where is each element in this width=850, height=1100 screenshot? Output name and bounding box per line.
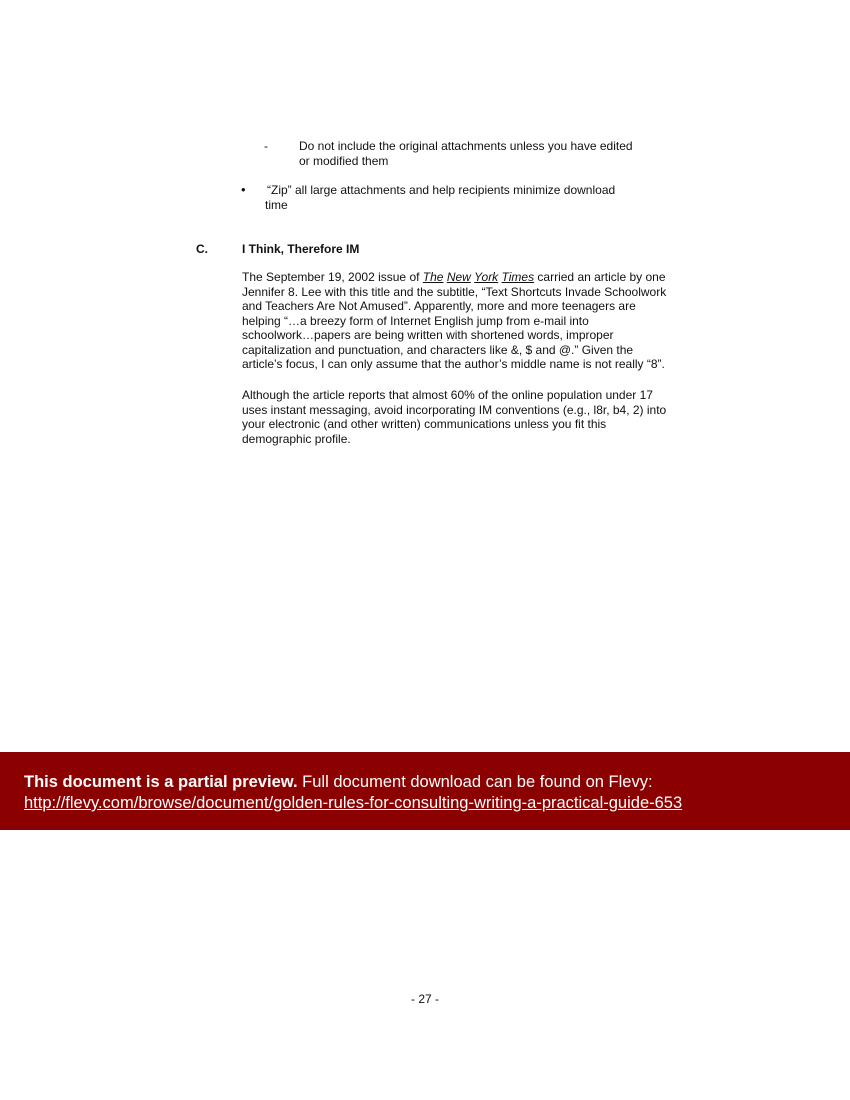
paragraph-2-line-4: demographic profile.	[242, 431, 351, 446]
page-number: - 27 -	[410, 992, 439, 1006]
bullet-marker: •	[241, 182, 246, 197]
banner-bold-text: This document is a partial preview.	[24, 773, 298, 791]
paragraph-2-line-2: uses instant messaging, avoid incorporating IM conventions (e.g., l8r, b4, 2) into	[242, 402, 667, 417]
section-title: I Think, Therefore IM	[242, 242, 360, 256]
bullet-item-line-2: time	[265, 197, 288, 212]
paragraph-1-line-1	[242, 270, 702, 285]
paragraph-1-line-2: Jennifer 8. Lee with this title and the subtitle, “Text Shortcuts Invade Schoolwork	[242, 284, 667, 299]
paragraph-1-suffix: carried an article by one	[534, 270, 666, 284]
preview-banner	[0, 752, 850, 830]
publication-the: The	[422, 270, 444, 284]
paragraph-2	[242, 388, 702, 446]
dash-item-line-1: Do not include the original attachments unless you have edited	[299, 139, 633, 153]
publication-times: Times	[501, 270, 535, 284]
publication-york: York	[474, 270, 499, 284]
paragraph-1-line-7: article’s focus, I can only assume that the author’s middle name is not really “8”.	[242, 357, 665, 371]
paragraph-1-line-6: capitalization and punctuation, and characters like &, $ and @.” Given the	[242, 342, 634, 357]
paragraph-1	[242, 270, 702, 372]
publication-new: New	[446, 270, 471, 284]
paragraph-2-line-3: your electronic (and other written) communications unless you fit this	[242, 417, 607, 431]
bullet-item-line-1: “Zip” all large attachments and help recipients minimize download	[267, 183, 616, 197]
dash-list-item	[299, 139, 679, 168]
dash-item-line-2: or modified them	[299, 153, 389, 168]
paragraph-1-line-5: schoolwork…papers are being written with shortened words, improper	[242, 328, 614, 342]
banner-message	[24, 772, 826, 793]
paragraph-1-line-4: helping “…a breezy form of Internet English jump from e-mail into	[242, 313, 589, 328]
paragraph-2-line-1: Although the article reports that almost 60% of the online population under 17	[242, 388, 653, 402]
banner-download-link[interactable]: http://flevy.com/browse/document/golden-rules-for-consulting-writing-a-practical-guide-653	[24, 794, 683, 812]
dash-marker: -	[264, 139, 268, 153]
paragraph-1-line-3: and Teachers Are Not Amused”. Apparently, more and more teenagers are	[242, 299, 636, 313]
paragraph-1-prefix: The September 19, 2002 issue of	[242, 270, 423, 284]
banner-text: Full document download can be found on Flevy:	[297, 773, 653, 791]
bullet-list-item	[265, 183, 665, 212]
section-letter: C.	[196, 242, 208, 256]
